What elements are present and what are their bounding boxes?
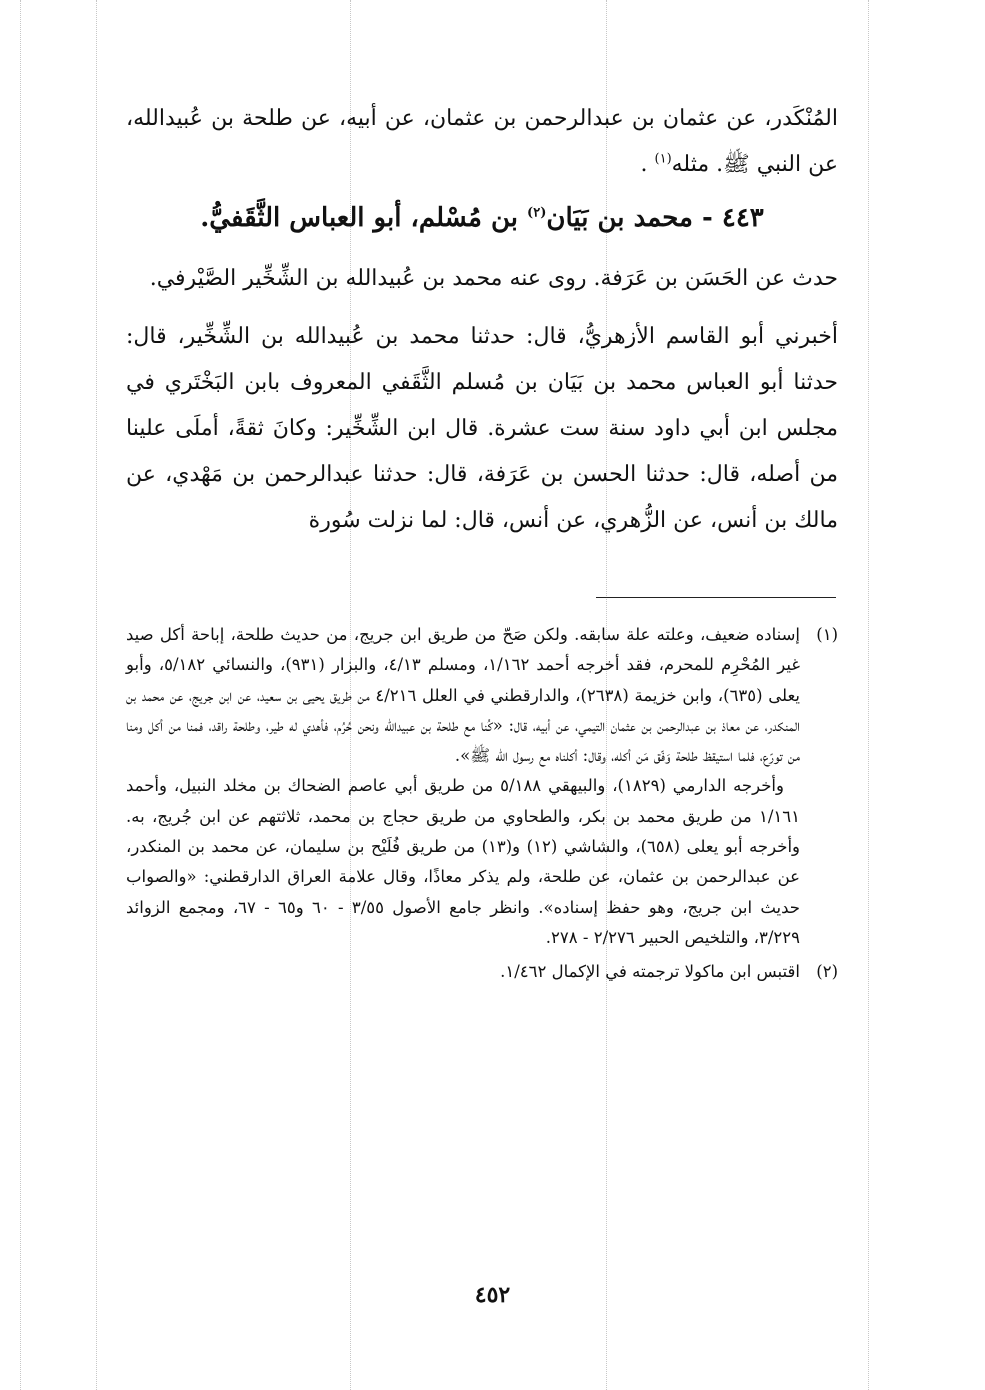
footnote-1 xyxy=(126,620,838,771)
footnote-1-continuation: وأخرجه الدارمي (١٨٢٩)، والبيهقي ٥/١٨٨ من طريق أبي عاصم الضحاك بن مخلد النبيل، وأحمد ١/١٦١ من طريق محمد بن بكر، والطحاوي من طريق حجاج بن محمد، ثلاثتهم عن ابن جُريج، به. وأخرجه أبو يعلى (٦٥٨)، والشاشي (١٢) و(١٣) من طريق فُلَيْح بن سليمان، عن محمد بن المنكدر، عن عبدالرحمن بن عثمان، عن طلحة، ولم يذكر معاذًا، وقال علامة العراق الدارقطني: «والصواب حديث ابن جريج، وهو حفظ إسناده». وانظر جامع الأصول ٣/٥٥ - ٦٠ و٦٥ - ٦٧، ومجمع الزوائد ٣/٢٢٩، والتلخيص الحبير ٢/٢٧٦ - ٢٧٨. xyxy=(126,776,801,947)
footnote-separator xyxy=(596,597,836,598)
footnote-number: (٢) xyxy=(816,962,838,982)
heading-rest: بن مُسْلم، أبو العباس الثَّقَفيُّ. xyxy=(200,203,518,233)
main-text xyxy=(126,96,838,544)
heading-name: ٤٤٣ - محمد بن بَيَان xyxy=(546,203,764,233)
footnote-ref: (١) xyxy=(654,151,672,167)
footnote-text: إسناده ضعيف، وعلته علة سابقه. ولكن صَحّ من طريق ابن جريج، من حديث طلحة، إباحة أكل صيد غير المُحْرِم للمحرم، فقد أخرجه أحمد ١/١٦٢، ومسلم ٤/١٣، والبزار (٩٣١)، والنسائي ٥/١٨٢، وأبو يعلى (٦٣٥)، وابن خزيمة (٢٦٣٨)، والدارقطني في العلل ٤/٢١٦ من طريق يحيى بن سعيد، عن ابن جريج، عن محمد بن المنكدر، عن معاذ بن عبدالرحمن بن عثمان التيمي، عن أبيه، قال: «كُنا مع طلحة بن عبيدالله ونحن حُرُم، فأهدي له طير، وطلحة راقد، فمنا من أكل ومنا من تورّع، فلما استيقظ طلحة وَفّق مَن أكله، وقال: أكلناه مع رسول الله ﷺ». xyxy=(126,625,801,766)
paragraph: أخبرني أبو القاسم الأزهريُّ، قال: حدثنا محمد بن عُبيدالله بن الشِّخِّير، قال: حدثنا أبو العباس محمد بن بَيَان بن مُسلم الثَّقَفي المعروف بابن البَخْتَري في مجلس ابن أبي داود سنة ست عشرة. قال ابن الشِّخِّير: وكانَ ثقةً، أملَى علينا من أصله، قال: حدثنا الحسن بن عَرَفة، قال: حدثنا عبدالرحمن بن مَهْدي، عن مالك بن أنس، عن الزُّهري، عن أنس، قال: لما نزلت سُورة xyxy=(126,324,838,533)
entry-heading xyxy=(126,194,838,242)
footnote-text: اقتبس ابن ماكولا ترجمته في الإكمال ١/٤٦٢. xyxy=(500,962,800,982)
paragraph: حدث عن الحَسَن بن عَرَفة. روى عنه محمد بن عُبيدالله بن الشِّخِّير الصَّيْرفي. xyxy=(149,266,838,291)
paragraph-text: المُنْكَدر، عن عثمان بن عبدالرحمن بن عثمان، عن أبيه، عن طلحة بن عُبيدالله، عن النبي ﷺ. مثله xyxy=(126,106,838,177)
scan-margin-dots xyxy=(20,0,21,1390)
footnote-ref: (٢) xyxy=(527,205,547,221)
paragraph-end: . xyxy=(640,152,648,177)
paragraph-continuation xyxy=(126,96,838,188)
footnote-number: (١) xyxy=(816,625,838,644)
footnote-2 xyxy=(126,957,838,987)
scan-margin-dots xyxy=(96,0,97,1390)
page-number: ٤٥٢ xyxy=(474,1282,511,1308)
footnotes xyxy=(126,620,838,988)
scan-margin-dots xyxy=(868,0,869,1390)
